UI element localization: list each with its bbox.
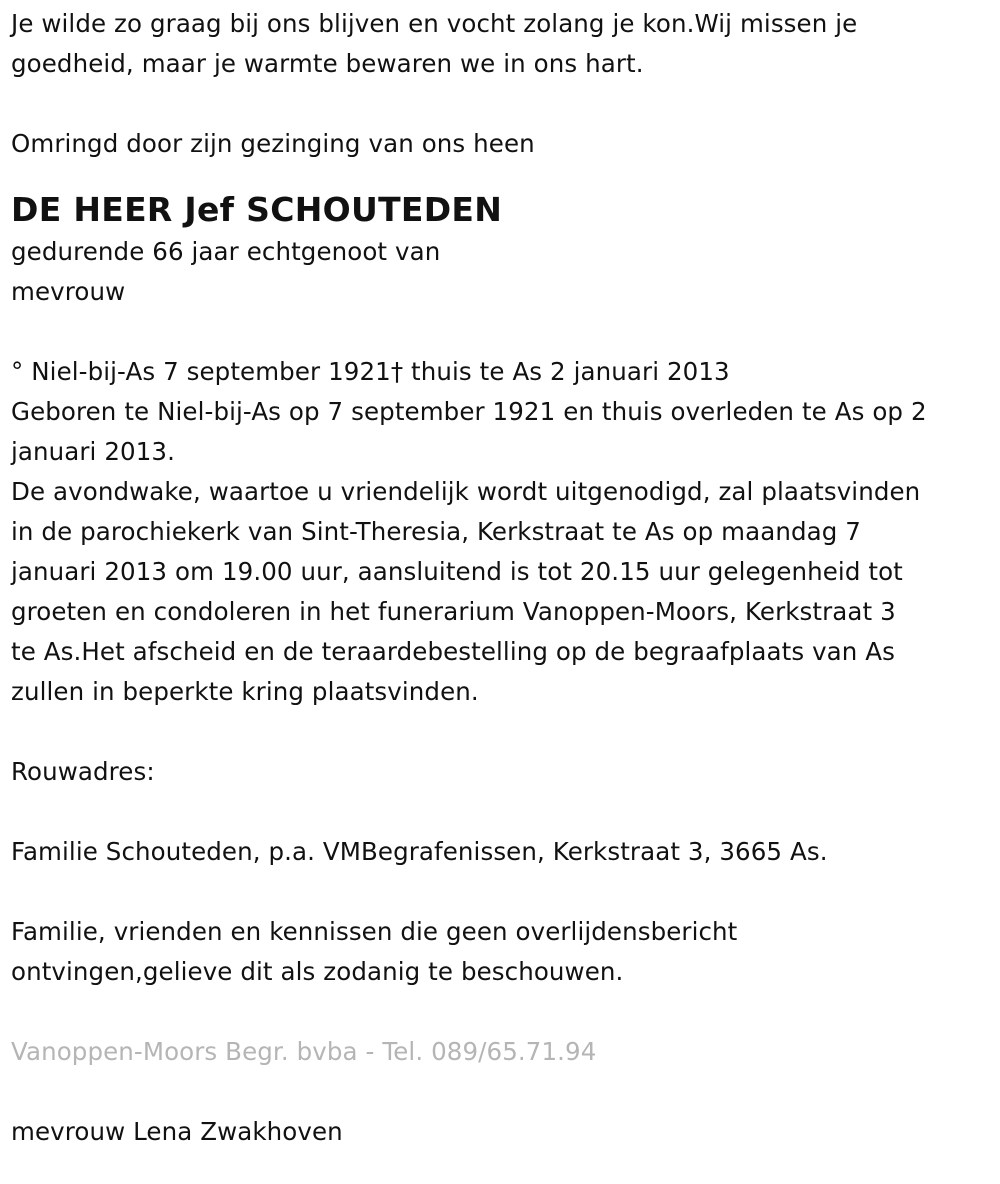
spacer — [11, 872, 991, 912]
obituary-page — [11, 4, 991, 1152]
body-line-2: januari 2013. — [11, 437, 175, 466]
body-line-6: groeten en condoleren in het funerarium Vanoppen-Moors, Kerkstraat 3 — [11, 597, 896, 626]
spouse-name: mevrouw Lena Zwakhoven — [11, 1117, 343, 1146]
spacer — [11, 992, 991, 1032]
spacer — [11, 164, 991, 184]
intro-line-2: goedheid, maar je warmte bewaren we in ons hart. — [11, 49, 644, 78]
body-line-7: te As.Het afscheid en de teraardebestelling op de begraafplaats van As — [11, 637, 896, 666]
body-line-4: in de parochiekerk van Sint-Theresia, Kerkstraat te As op maandag 7 — [11, 517, 861, 546]
spouse-line-2: mevrouw — [11, 277, 126, 306]
funeral-home-contact: Vanoppen-Moors Begr. bvba - Tel. 089/65.71.94 — [11, 1037, 597, 1066]
mourning-address: Familie Schouteden, p.a. VMBegrafenissen, Kerkstraat 3, 3665 As. — [11, 837, 828, 866]
spacer — [11, 1072, 991, 1112]
notice-line-1: Familie, vrienden en kennissen die geen overlijdensbericht — [11, 917, 738, 946]
surrounded-line: Omringd door zijn gezinging van ons heen — [11, 129, 535, 158]
body-line-3: De avondwake, waartoe u vriendelijk wordt uitgenodigd, zal plaatsvinden — [11, 477, 921, 506]
deceased-name: DE HEER Jef SCHOUTEDEN — [11, 190, 503, 229]
dates-line: ° Niel-bij-As 7 september 1921† thuis te As 2 januari 2013 — [11, 357, 730, 386]
body-line-1: Geboren te Niel-bij-As op 7 september 1921 en thuis overleden te As op 2 — [11, 397, 927, 426]
spacer — [11, 792, 991, 832]
spouse-line-1: gedurende 66 jaar echtgenoot van — [11, 237, 441, 266]
spacer — [11, 84, 991, 124]
body-line-5: januari 2013 om 19.00 uur, aansluitend is tot 20.15 uur gelegenheid tot — [11, 557, 903, 586]
intro-line-1: Je wilde zo graag bij ons blijven en vocht zolang je kon.Wij missen je — [11, 9, 858, 38]
spacer — [11, 312, 991, 352]
body-line-8: zullen in beperkte kring plaatsvinden. — [11, 677, 479, 706]
spacer — [11, 712, 991, 752]
mourning-address-label: Rouwadres: — [11, 757, 155, 786]
notice-line-2: ontvingen,gelieve dit als zodanig te beschouwen. — [11, 957, 624, 986]
